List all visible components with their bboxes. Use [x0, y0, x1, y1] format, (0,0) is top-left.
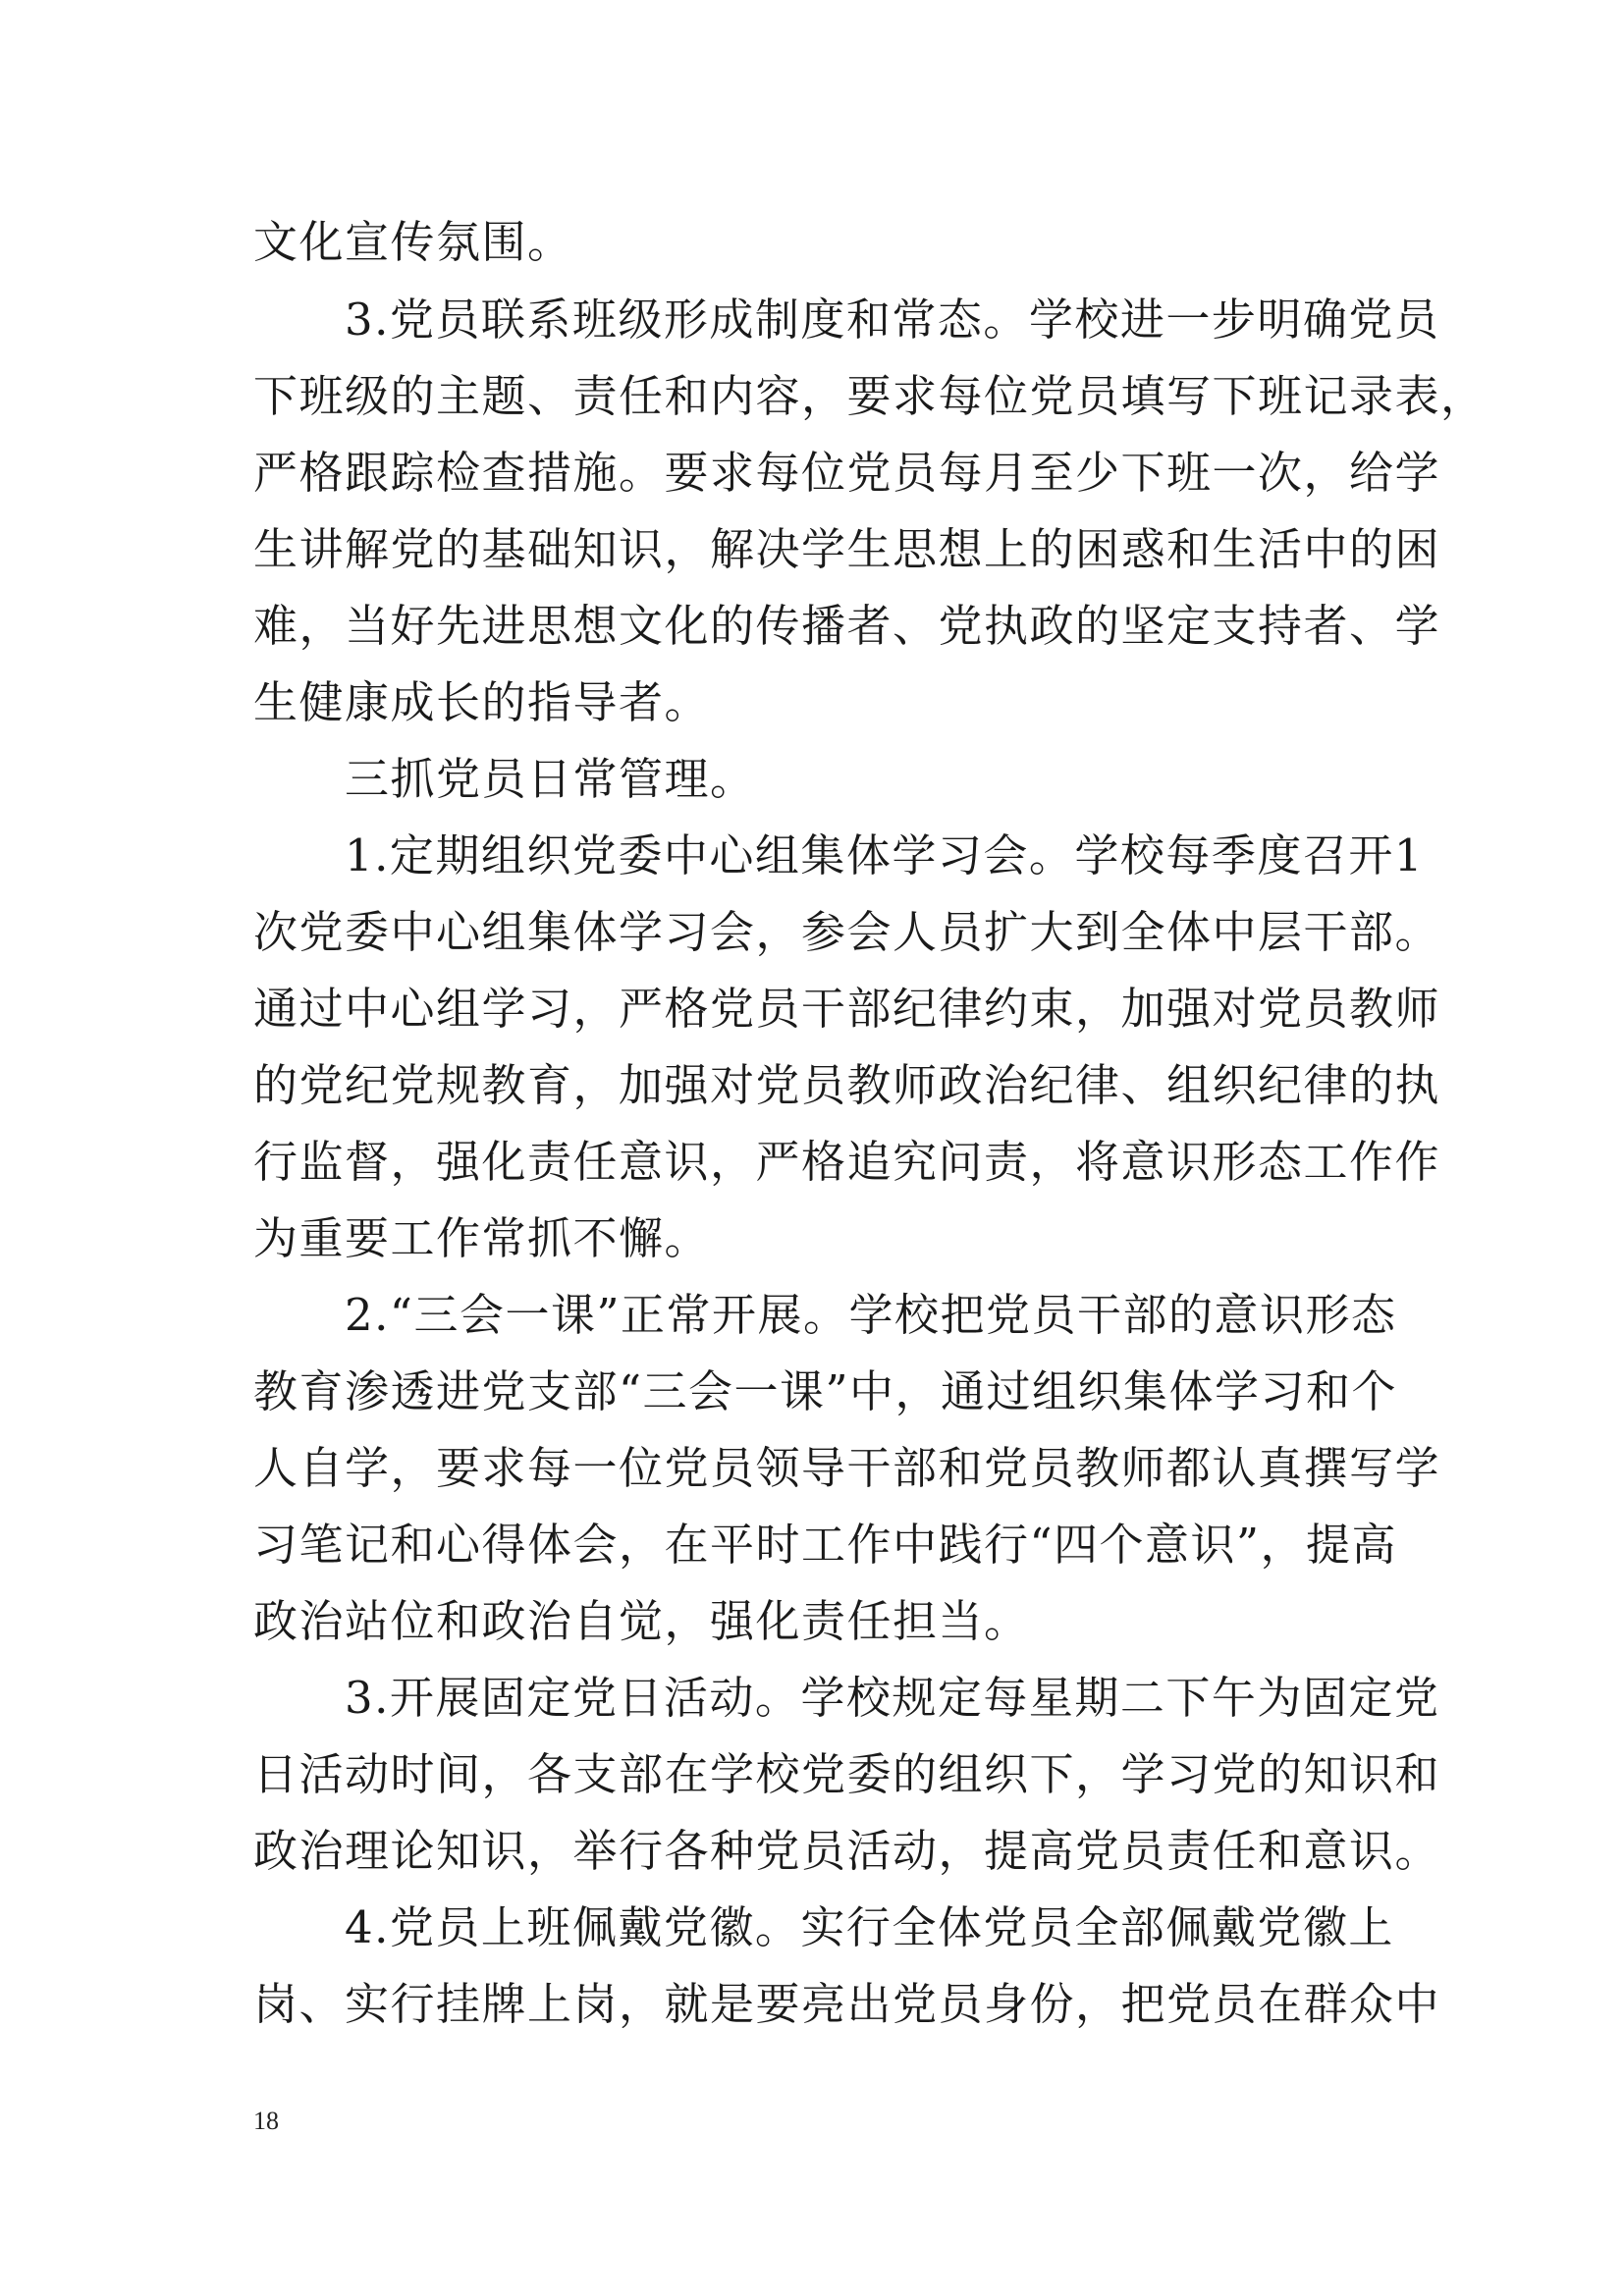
text-line: 岗、实行挂牌上岗，就是要亮出党员身份，把党员在群众中 [253, 1978, 1441, 2030]
text-line: 4.党员上班佩戴党徽。实行全体党员全部佩戴党徽上 [253, 1901, 1394, 1953]
section-heading: 三抓党员日常管理。 [253, 753, 756, 805]
text-line: 严格跟踪检查措施。要求每位党员每月至少下班一次，给学 [253, 447, 1441, 499]
text-line: 教育渗透进党支部“三会一课”中，通过组织集体学习和个 [253, 1365, 1398, 1417]
text-line: 政治理论知识，举行各种党员活动，提高党员责任和意识。 [253, 1825, 1441, 1877]
text-line: 文化宣传氛围。 [253, 216, 573, 268]
text-line: 日活动时间，各支部在学校党委的组织下，学习党的知识和 [253, 1748, 1441, 1800]
text-line: 通过中心组学习，严格党员干部纪律约束，加强对党员教师 [253, 983, 1441, 1035]
page-number: 18 [253, 2107, 279, 2135]
text-line: 人自学，要求每一位党员领导干部和党员教师都认真撰写学 [253, 1442, 1441, 1494]
text-line: 生健康成长的指导者。 [253, 676, 711, 728]
text-line: 为重要工作常抓不懈。 [253, 1212, 711, 1264]
text-line: 次党委中心组集体学习会，参会人员扩大到全体中层干部。 [253, 906, 1441, 958]
text-line: 3.开展固定党日活动。学校规定每星期二下午为固定党 [253, 1672, 1440, 1724]
text-line: 政治站位和政治自觉，强化责任担当。 [253, 1595, 1030, 1647]
text-line: 习笔记和心得体会，在平时工作中践行“四个意识”，提高 [253, 1519, 1398, 1571]
text-line: 难，当好先进思想文化的传播者、党执政的坚定支持者、学 [253, 600, 1441, 652]
text-line: 的党纪党规教育，加强对党员教师政治纪律、组织纪律的执 [253, 1059, 1441, 1111]
text-line: 3.党员联系班级形成制度和常态。学校进一步明确党员 [253, 294, 1440, 346]
text-line: 行监督，强化责任意识，严格追究问责，将意识形态工作作 [253, 1136, 1441, 1188]
text-line: 1.定期组织党委中心组集体学习会。学校每季度召开1 [253, 829, 1425, 881]
text-line: 生讲解党的基础知识，解决学生思想上的困惑和生活中的困 [253, 523, 1441, 575]
text-line: 下班级的主题、责任和内容，要求每位党员填写下班记录表， [253, 370, 1487, 422]
text-line: 2.“三会一课”正常开展。学校把党员干部的意识形态 [253, 1289, 1397, 1341]
